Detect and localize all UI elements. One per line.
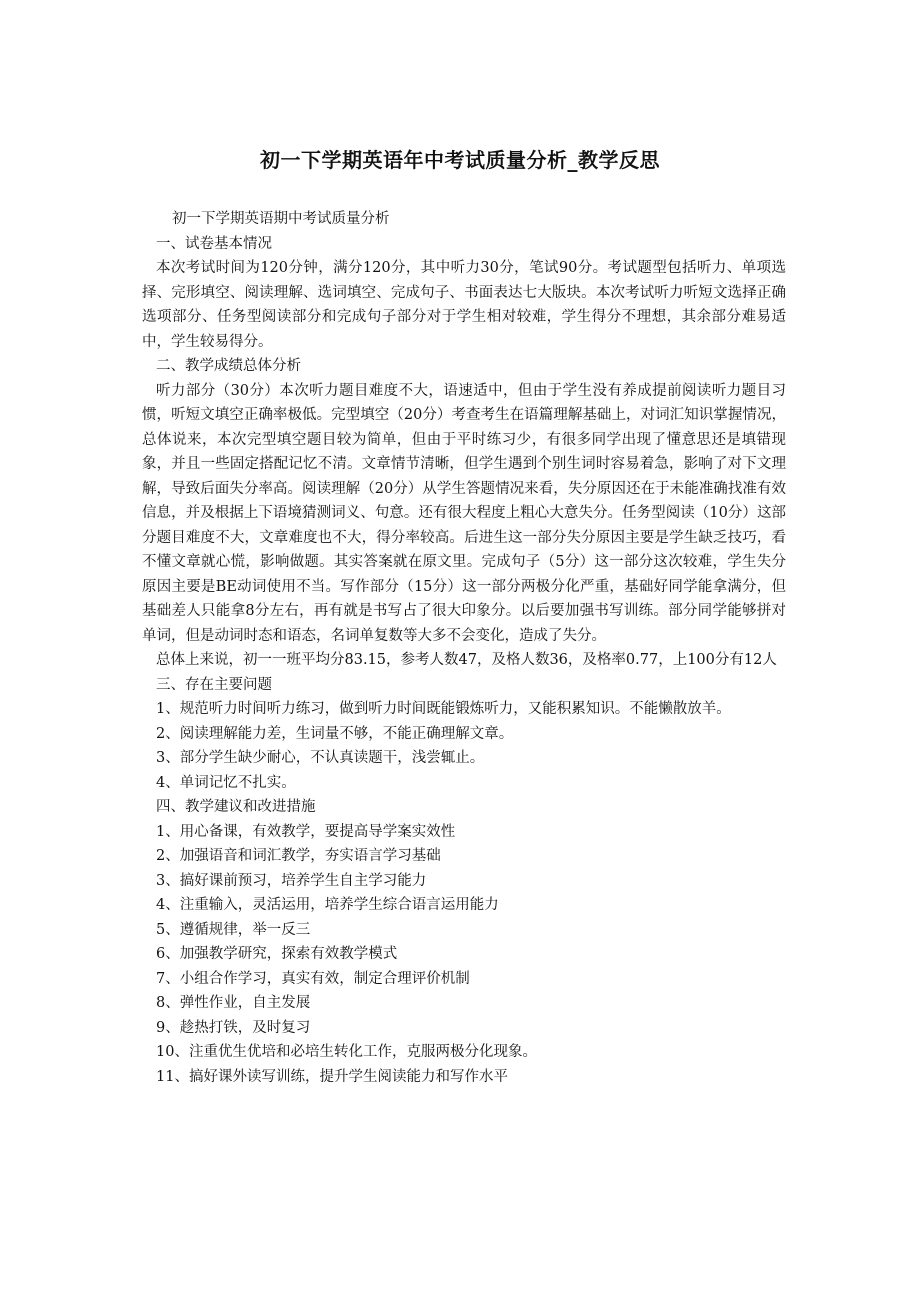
suggestion-item: 11、搞好课外读写训练，提升学生阅读能力和写作水平: [156, 1068, 508, 1085]
section2-paragraph: 听力部分（30分）本次听力题目难度不大，语速适中，但由于学生没有养成提前阅读听力题目习惯，听短文填空正确率极低。完型填空（20分）考查考生在语篇理解基础上，对词汇知识掌握情况，总体说来，本次完型填空题目较为简单，但由于平时练习少，有很多同学出现了懂意思还是填错现象，并且一些固定搭配记忆不清。文章情节清晰，但学生遇到个别生词时容易着急，影响了对下文理解，导致后面失分率高。阅读理解（20分）从学生答题情况来看，失分原因还在于未能准确找准有效信息，并及根据上下语境猜测词义、句意。还有很大程度上粗心大意失分。任务型阅读（10分）这部分题目难度不大，文章难度也不大，得分率较高。后进生这一部分失分原因主要是学生缺乏技巧，看不懂文章就心慌，影响做题。其实答案就在原文里。完成句子（5分）这一部分这次较难，学生失分原因主要是BE动词使用不当。写作部分（15分）这一部分两极分化严重，基础好同学能拿满分，但基础差人只能拿8分左右，再有就是书写占了很大印象分。以后要加强书写训练。部分同学能够拼对单词，但是动词时态和语态，名词单复数等大多不会变化，造成了失分。: [142, 382, 786, 644]
suggestion-item: 10、注重优生优培和必培生转化工作，克服两极分化现象。: [156, 1044, 537, 1060]
problem-item: 4、单词记忆不扎实。: [156, 774, 296, 791]
suggestion-item: 5、遵循规律，举一反三: [156, 921, 311, 938]
document-title: 初一下学期英语年中考试质量分析_教学反思: [260, 148, 660, 172]
section1-heading: 一、试卷基本情况: [156, 235, 272, 252]
section4-heading: 四、教学建议和改进措施: [156, 799, 316, 815]
suggestion-item: 1、用心备课，有效教学，要提高导学案实效性: [156, 823, 456, 840]
section1-paragraph: 本次考试时间为120分钟，满分120分，其中听力30分，笔试90分。考试题型包括听力、单项选择、完形填空、阅读理解、选词填空、完成句子、书面表达七大版块。本次考试听力听短文选择正确选项部分、任务型阅读部分和完成句子部分对于学生相对较难，学生得分不理想，其余部分难易适中，学生较易得分。: [142, 260, 786, 350]
summary-paragraph: 总体上来说，初一一班平均分83.15，参考人数47，及格人数36，及格率0.77，上100分有12人: [156, 652, 777, 668]
document-subtitle: 初一下学期英语期中考试质量分析: [172, 211, 390, 227]
suggestion-item: 8、弹性作业，自主发展: [156, 995, 311, 1011]
suggestion-item: 2、加强语音和词汇教学，夯实语言学习基础: [156, 848, 441, 864]
section3-heading: 三、存在主要问题: [156, 676, 272, 693]
problem-item: 3、部分学生缺少耐心，不认真读题干，浅尝辄止。: [156, 750, 485, 766]
document-body: [142, 207, 786, 1089]
suggestion-item: 7、小组合作学习，真实有效，制定合理评价机制: [156, 970, 470, 987]
problem-item: 2、阅读理解能力差，生词量不够，不能正确理解文章。: [156, 725, 514, 742]
suggestion-item: 9、趁热打铁，及时复习: [156, 1019, 311, 1036]
section2-heading: 二、教学成绩总体分析: [156, 358, 301, 374]
suggestion-item: 6、加强教学研究，探索有效教学模式: [156, 946, 398, 962]
suggestion-item: 3、搞好课前预习，培养学生自主学习能力: [156, 872, 427, 889]
suggestion-item: 4、注重输入，灵活运用，培养学生综合语言运用能力: [156, 897, 499, 913]
problem-item: 1、规范听力时间听力练习，做到听力时间既能锻炼听力，又能积累知识。不能懒散放羊。: [156, 701, 731, 717]
